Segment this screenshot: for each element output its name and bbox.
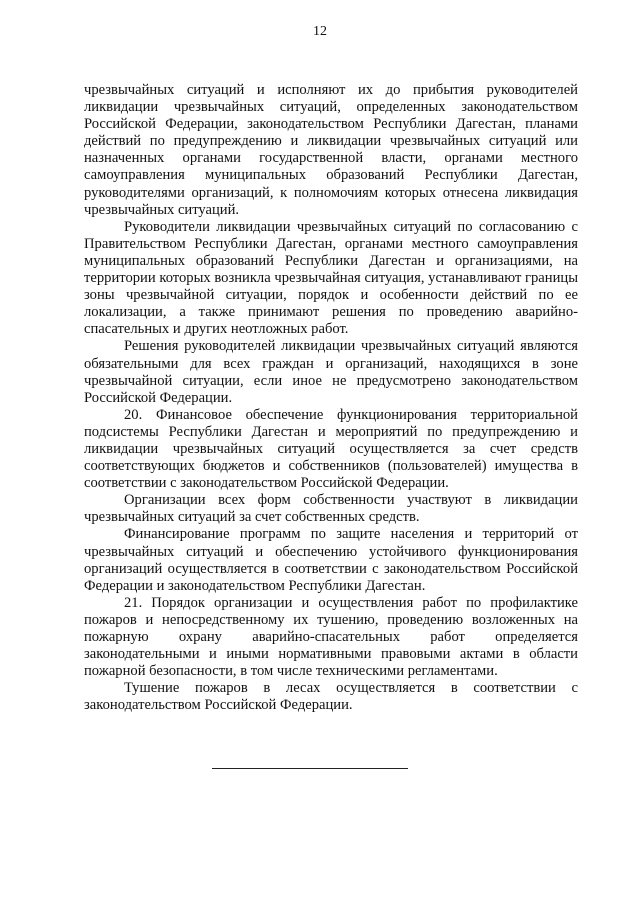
page-number: 12 [313,24,327,39]
paragraph-continuation: чрезвычайных ситуаций и исполняют их до прибытия руководителей ликвидации чрезвычайных ситуаций, определенных законодательством Российской Федерации, законодательством Республики Дагестан, планами действий по предупреждению и ликвидации чрезвычайных ситуаций или назначенных органами государственной власти, органами местного самоуправления муниципальных образований Республики Дагестан, руководителями организаций, к полномочиям которых отнесена ликвидация чрезвычайных ситуаций. [84,82,578,218]
paragraph-item-21: 21. Порядок организации и осуществления работ по профилактике пожаров и непосредственному их тушению, проведению возложенных на пожарную охрану аварийно-спасательных работ определяется законодательными и иными нормативными правовыми актами в области пожарной безопасности, в том числе техническими регламентами. [84,594,578,680]
separator-line [212,768,408,769]
paragraph-leaders-zone: Руководители ликвидации чрезвычайных ситуаций по согласованию с Правительством Республики Дагестан, органами местного самоуправления муниципальных образований Республики Дагестан и организациями, на территории которых возникла чрезвычайная ситуация, устанавливают границы зоны чрезвычайной ситуации, порядок и особенности действий по ее локализации, а также принимают решения по проведению аварийно-спасательных и других неотложных работ. [84,218,578,338]
paragraph-item-20: 20. Финансовое обеспечение функционирования территориальной подсистемы Республики Дагестан и мероприятий по предупреждению и ликвидации чрезвычайных ситуаций осуществляется за счет средств соответствующих бюджетов и собственников (пользователей) имущества в соответствии с законодательством Российской Федерации. [84,406,578,492]
paragraph-decisions: Решения руководителей ликвидации чрезвычайных ситуаций являются обязательными для всех граждан и организаций, находящихся в зоне чрезвычайной ситуации, если иное не предусмотрено законодательством Российской Федерации. [84,338,578,406]
paragraph-forest-fires: Тушение пожаров в лесах осуществляется в соответствии с законодательством Российской Федерации. [84,680,578,714]
paragraph-financing: Финансирование программ по защите населения и территорий от чрезвычайных ситуаций и обеспечению устойчивого функционирования организаций осуществляется в соответствии с законодательством Российской Федерации и законодательством Республики Дагестан. [84,526,578,594]
document-body [84,82,578,714]
paragraph-organizations: Организации всех форм собственности участвуют в ликвидации чрезвычайных ситуаций за счет собственных средств. [84,492,578,526]
